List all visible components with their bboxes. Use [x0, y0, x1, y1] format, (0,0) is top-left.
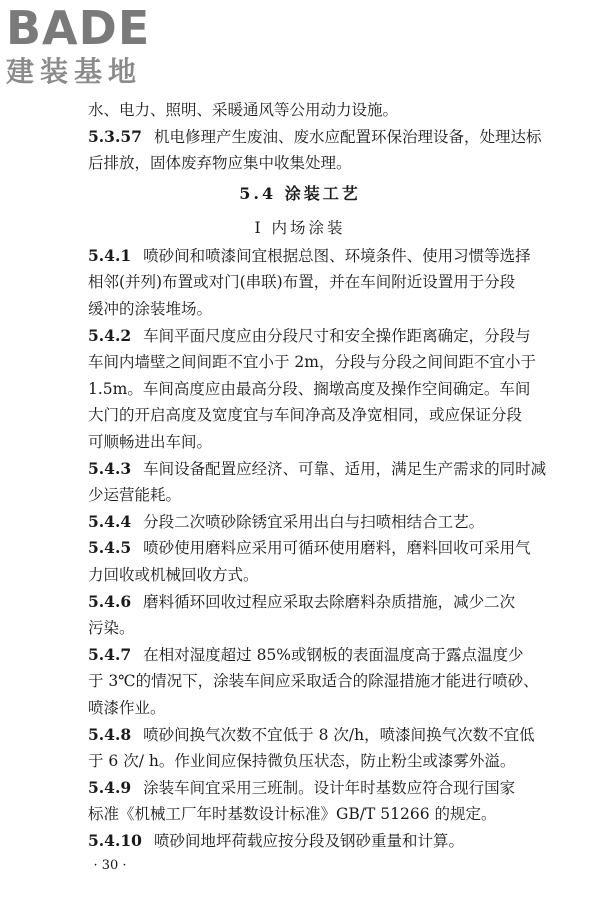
clause-number: 5.4.3 [88, 458, 132, 478]
clause-number: 5.3.57 [88, 126, 142, 146]
clause-number: 5.4.5 [88, 538, 132, 558]
paragraph-line: 1.5m。车间高度应由最高分段、搁墩高度及操作空间确定。车间 [88, 379, 531, 398]
bade-logo [6, 2, 181, 94]
clause-5-4-6: 5.4.6 磨料循环回收过程应采取去除磨料杂质措施，减少二次 [88, 591, 516, 611]
paragraph-line: 于 3℃的情况下，涂装车间应采取适合的除湿措施才能进行喷砂、 [88, 672, 539, 691]
clause-5-4-5: 5.4.5 喷砂使用磨料应采用可循环使用磨料，磨料回收可采用气 [88, 538, 531, 558]
paragraph-line: 标准《机械工厂年时基数设计标准》GB/T 51266 的规定。 [88, 805, 497, 824]
paragraph-line: 车间内墙壁之间间距不宜小于 2m，分段与分段之间间距不宜小于 [88, 353, 536, 372]
clause-5-4-3: 5.4.3 车间设备配置应经济、可靠、适用，满足生产需求的同时减 [88, 458, 547, 478]
paragraph-line: 于 6 次/ h。作业间应保持微负压状态，防止粉尘或漆雾外溢。 [88, 752, 516, 771]
paragraph-line: 少运营能耗。 [88, 486, 182, 505]
clause-5-4-7: 5.4.7 在相对湿度超过 85%或钢板的表面温度高于露点温度少 [88, 644, 524, 664]
clause-5-4-9: 5.4.9 涂装车间宜采用三班制。设计年时基数应符合现行国家 [88, 777, 516, 797]
paragraph-line: 后排放，固体废弃物应集中收集处理。 [88, 154, 352, 173]
page-number: · 30 · [93, 857, 127, 873]
clause-number: 5.4.7 [88, 644, 132, 664]
clause-5-4-8: 5.4.8 喷砂间换气次数不宜低于 8 次/h，喷漆间换气次数不宜低 [88, 724, 535, 744]
paragraph-line: 喷漆作业。 [88, 699, 166, 717]
paragraph-line: 力回收或机械回收方式。 [88, 566, 259, 584]
paragraph-line: 缓冲的涂装堆场。 [88, 300, 213, 318]
paragraph-line: 可顺畅进出车间。 [88, 433, 213, 451]
clause-number: 5.4.9 [88, 777, 132, 797]
clause-number: 5.4.6 [88, 591, 132, 611]
paragraph-line: 水、电力、照明、采暖通风等公用动力设施。 [88, 101, 399, 119]
logo-wordmark: BADE [6, 1, 151, 55]
section-title: 5.4 涂装工艺 [239, 183, 361, 203]
clause-5-4-10: 5.4.10 喷砂间地坪荷载应按分段及钢砂重量和计算。 [88, 831, 464, 850]
paragraph-line: 大门的开启高度及宽度宜与车间净高及净宽相同，或应保证分段 [88, 406, 523, 425]
clause-5-4-2: 5.4.2 车间平面尺度应由分段尺寸和安全操作距离确定，分段与 [88, 325, 531, 345]
clause-5-4-4: 5.4.4 分段二次喷砂除锈宜采用出白与扫喷相结合工艺。 [88, 511, 485, 531]
clause-number: 5.4.4 [88, 511, 132, 531]
paragraph-line: 污染。 [88, 619, 135, 638]
subsection-title: Ⅰ 内场涂装 [254, 218, 346, 237]
paragraph-line: 相邻(并列)布置或对门(串联)布置，并在车间附近设置用于分段 [88, 273, 516, 292]
clause-number: 5.4.8 [88, 724, 132, 744]
clause-number: 5.4.1 [88, 245, 132, 265]
clause-5-3-57: 5.3.57 机电修理产生废油、废水应配置环保治理设备，处理达标 [88, 126, 542, 146]
clause-number: 5.4.10 [88, 831, 142, 850]
clause-number: 5.4.2 [88, 325, 132, 345]
logo-subtitle: 建装基地 [6, 55, 143, 88]
clause-5-4-1: 5.4.1 喷砂间和喷漆间宜根据总图、环境条件、使用习惯等选择 [88, 245, 531, 265]
